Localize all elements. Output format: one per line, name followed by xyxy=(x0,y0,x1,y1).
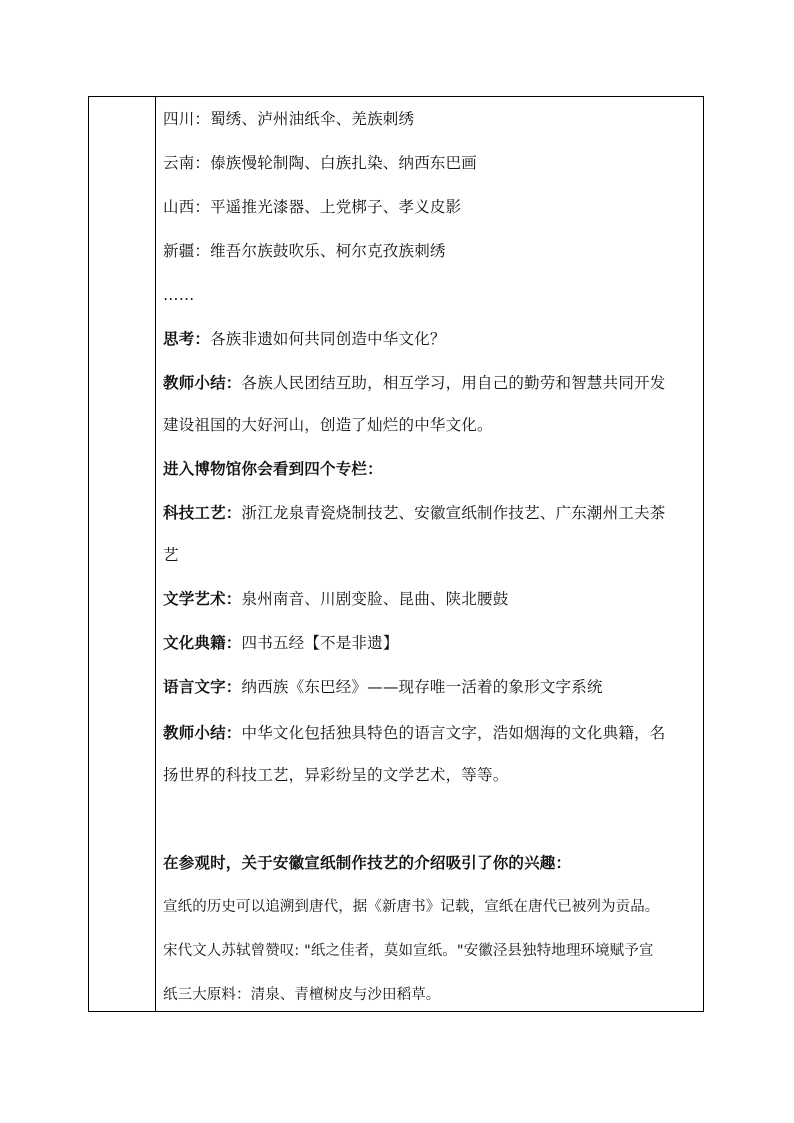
region-line-yunnan xyxy=(163,153,477,173)
ellipsis: …… xyxy=(163,286,195,304)
region-line-sichuan xyxy=(163,109,414,129)
region-text: 维吾尔族鼓吹乐、柯尔克孜族刺绣 xyxy=(210,242,446,260)
column-label: 文学艺术： xyxy=(163,590,242,608)
visit-heading: 在参观时，关于安徽宣纸制作技艺的介绍吸引了你的兴趣： xyxy=(163,854,572,872)
think-question xyxy=(163,329,446,349)
region-label: 四川： xyxy=(163,110,211,128)
column-text: 四书五经【不是非遗】 xyxy=(241,634,399,652)
lesson-table xyxy=(88,96,704,1012)
column-literature xyxy=(163,589,508,609)
column-text: 浙江龙泉青瓷烧制技艺、安徽宣纸制作技艺、广东潮州工夫茶 xyxy=(241,504,666,522)
region-text: 傣族慢轮制陶、白族扎染、纳西东巴画 xyxy=(210,154,478,172)
column-label: 语言文字： xyxy=(163,678,242,696)
think-text: 各族非遗如何共同创造中华文化？ xyxy=(210,330,446,348)
teacher-summary-2-line-1 xyxy=(163,723,665,743)
region-label: 云南： xyxy=(163,154,211,172)
region-label: 山西： xyxy=(163,198,211,216)
teacher-summary-text: 中华文化包括独具特色的语言文字，浩如烟海的文化典籍，名 xyxy=(241,724,666,742)
teacher-summary-label: 教师小结： xyxy=(163,724,242,742)
xuan-paper-line-2: 宋代文人苏轼曾赞叹: "纸之佳者，莫如宣纸。"安徽泾县独特地理环境赋予宣 xyxy=(163,943,654,959)
region-line-xinjiang xyxy=(163,241,446,261)
region-label: 新疆： xyxy=(163,242,211,260)
column-classics xyxy=(163,633,399,653)
column-science-line-2: 艺 xyxy=(163,546,179,564)
museum-heading: 进入博物馆你会看到四个专栏： xyxy=(163,460,383,478)
column-divider xyxy=(155,97,156,1011)
column-science-line-1 xyxy=(163,503,665,523)
teacher-summary-2-line-2: 扬世界的科技工艺，异彩纷呈的文学艺术，等等。 xyxy=(163,766,509,784)
teacher-summary-label: 教师小结： xyxy=(163,374,242,392)
region-text: 蜀绣、泸州油纸伞、羌族刺绣 xyxy=(210,110,415,128)
teacher-summary-text: 各族人民团结互助，相互学习，用自己的勤劳和智慧共同开发 xyxy=(241,374,666,392)
xuan-paper-line-1: 宣纸的历史可以追溯到唐代，据《新唐书》记载，宣纸在唐代已被列为贡品。 xyxy=(163,899,660,915)
think-label: 思考： xyxy=(163,330,211,348)
column-text: 纳西族《东巴经》——现存唯一活着的象形文字系统 xyxy=(241,678,603,696)
column-label: 科技工艺： xyxy=(163,504,242,522)
column-language xyxy=(163,677,603,697)
column-text: 泉州南音、川剧变脸、昆曲、陕北腰鼓 xyxy=(241,590,509,608)
teacher-summary-1-line-2: 建设祖国的大好河山，创造了灿烂的中华文化。 xyxy=(163,416,493,434)
teacher-summary-1-line-1 xyxy=(163,373,665,393)
region-line-shanxi xyxy=(163,197,461,217)
xuan-paper-line-3: 纸三大原料：清泉、青檀树皮与沙田稻草。 xyxy=(163,987,441,1003)
region-text: 平遥推光漆器、上党梆子、孝义皮影 xyxy=(210,198,462,216)
column-label: 文化典籍： xyxy=(163,634,242,652)
